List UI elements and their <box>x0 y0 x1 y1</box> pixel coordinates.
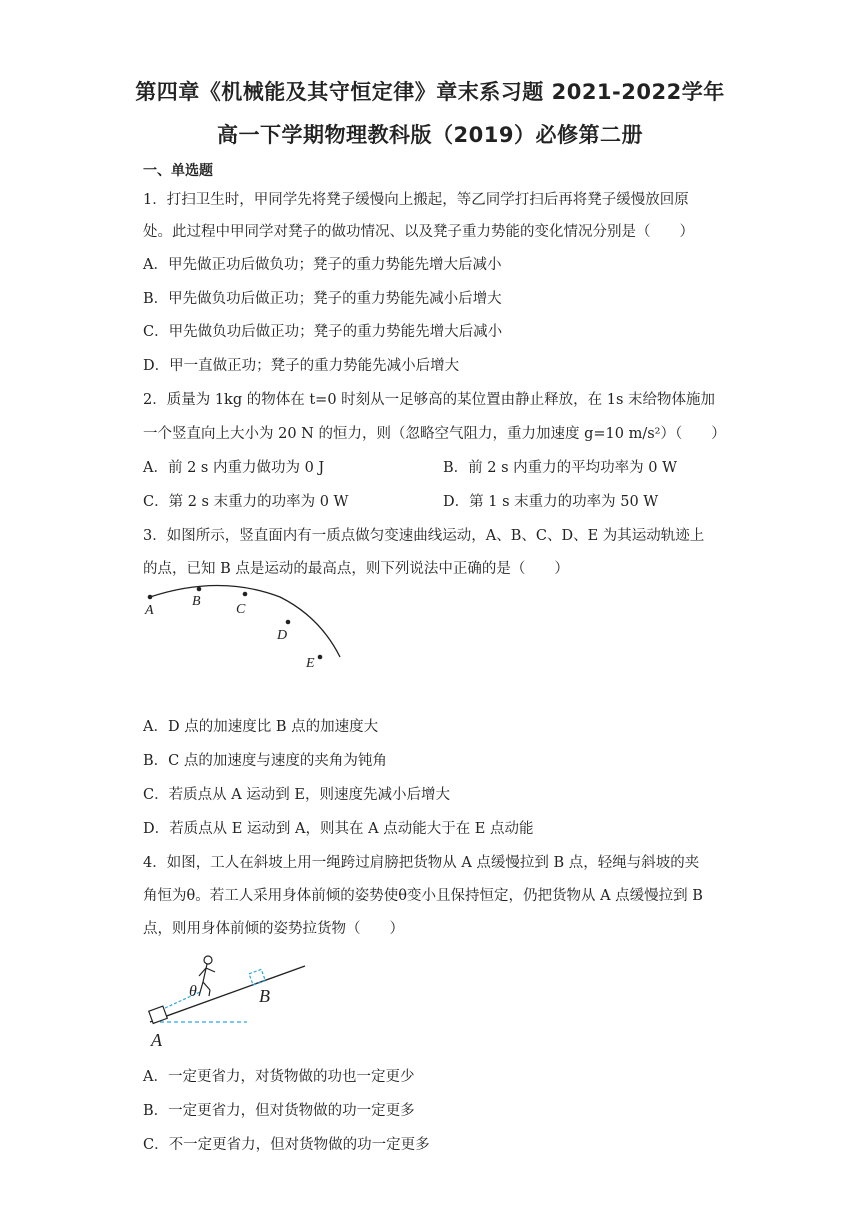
q2-stem-line1: 2．质量为 1kg 的物体在 t=0 时刻从一足够高的某位置由静止释放，在 1s 末给物体施加 <box>143 392 716 408</box>
q2-stem-line2: 一个竖直向上大小为 20 N 的恒力，则（忽略空气阻力，重力加速度 g=10 m/s²）（ ） <box>143 426 726 442</box>
q4-option-a: A．一定更省力，对货物做的功也一定更少 <box>143 1069 415 1085</box>
q1-stem-line2: 处。此过程中甲同学对凳子的做功情况、以及凳子重力势能的变化情况分别是（ ） <box>143 224 694 240</box>
point-a <box>148 595 153 600</box>
point-d <box>286 620 291 625</box>
q4-incline-figure <box>145 950 315 1050</box>
label-b: B <box>192 594 201 609</box>
point-c <box>243 592 248 597</box>
label-e: E <box>306 656 315 671</box>
q4-stem-line2: 角恒为θ。若工人采用身体前倾的姿势使θ变小且保持恒定，仍把货物从 A 点缓慢拉到 B <box>143 888 703 904</box>
q2-option-c: C．第 2 s 末重力的功率为 0 W <box>143 494 349 510</box>
label-b: B <box>259 986 270 1006</box>
label-d: D <box>277 628 288 643</box>
point-b <box>197 587 202 592</box>
q3-trajectory-figure <box>140 582 340 677</box>
q3-option-c: C．若质点从 A 运动到 E，则速度先减小后增大 <box>143 787 450 803</box>
worker-figure <box>199 956 215 996</box>
label-c: C <box>236 602 246 617</box>
q2-option-d: D．第 1 s 末重力的功率为 50 W <box>443 494 659 510</box>
q4-option-b: B．一定更省力，但对货物做的功一定更多 <box>143 1103 415 1119</box>
document-title-line2: 高一下学期物理教科版（2019）必修第二册 <box>217 123 643 147</box>
label-a: A <box>145 603 154 618</box>
q3-option-a: A．D 点的加速度比 B 点的加速度大 <box>143 719 379 735</box>
q4-stem-line3: 点，则用身体前倾的姿势拉货物（ ） <box>143 921 404 937</box>
q1-option-a: A．甲先做正功后做负功；凳子的重力势能先增大后减小 <box>143 257 502 273</box>
theta-label: θ <box>189 983 197 1000</box>
label-a: A <box>151 1030 162 1050</box>
q2-option-b: B．前 2 s 内重力的平均功率为 0 W <box>443 460 677 476</box>
q1-option-b: B．甲先做负功后做正功；凳子的重力势能先减小后增大 <box>143 291 502 307</box>
q1-option-c: C．甲先做负功后做正功；凳子的重力势能先增大后减小 <box>143 324 503 340</box>
point-e <box>318 655 323 660</box>
q1-option-d: D．甲一直做正功；凳子的重力势能先减小后增大 <box>143 358 460 374</box>
q3-stem-line1: 3．如图所示，竖直面内有一质点做匀变速曲线运动，A、B、C、D、E 为其运动轨迹上 <box>143 528 705 544</box>
q2-option-a: A．前 2 s 内重力做功为 0 J <box>143 460 325 476</box>
q3-option-b: B．C 点的加速度与速度的夹角为钝角 <box>143 753 387 769</box>
q1-stem-line1: 1．打扫卫生时，甲同学先将凳子缓慢向上搬起，等乙同学打扫后再将凳子缓慢放回原 <box>143 192 689 208</box>
q3-stem-line2: 的点，已知 B 点是运动的最高点，则下列说法中正确的是（ ） <box>143 561 569 577</box>
document-title-line1: 第四章《机械能及其守恒定律》章末系习题 2021-2022学年 <box>135 80 725 104</box>
incline-line <box>150 966 305 1022</box>
q3-option-d: D．若质点从 E 运动到 A，则其在 A 点动能大于在 E 点动能 <box>143 821 534 837</box>
q4-option-c: C．不一定更省力，但对货物做的功一定更多 <box>143 1137 430 1153</box>
q4-stem-line1: 4．如图，工人在斜坡上用一绳跨过肩膀把货物从 A 点缓慢拉到 B 点，轻绳与斜坡的夹 <box>143 855 700 871</box>
section-heading: 一、单选题 <box>143 163 213 179</box>
